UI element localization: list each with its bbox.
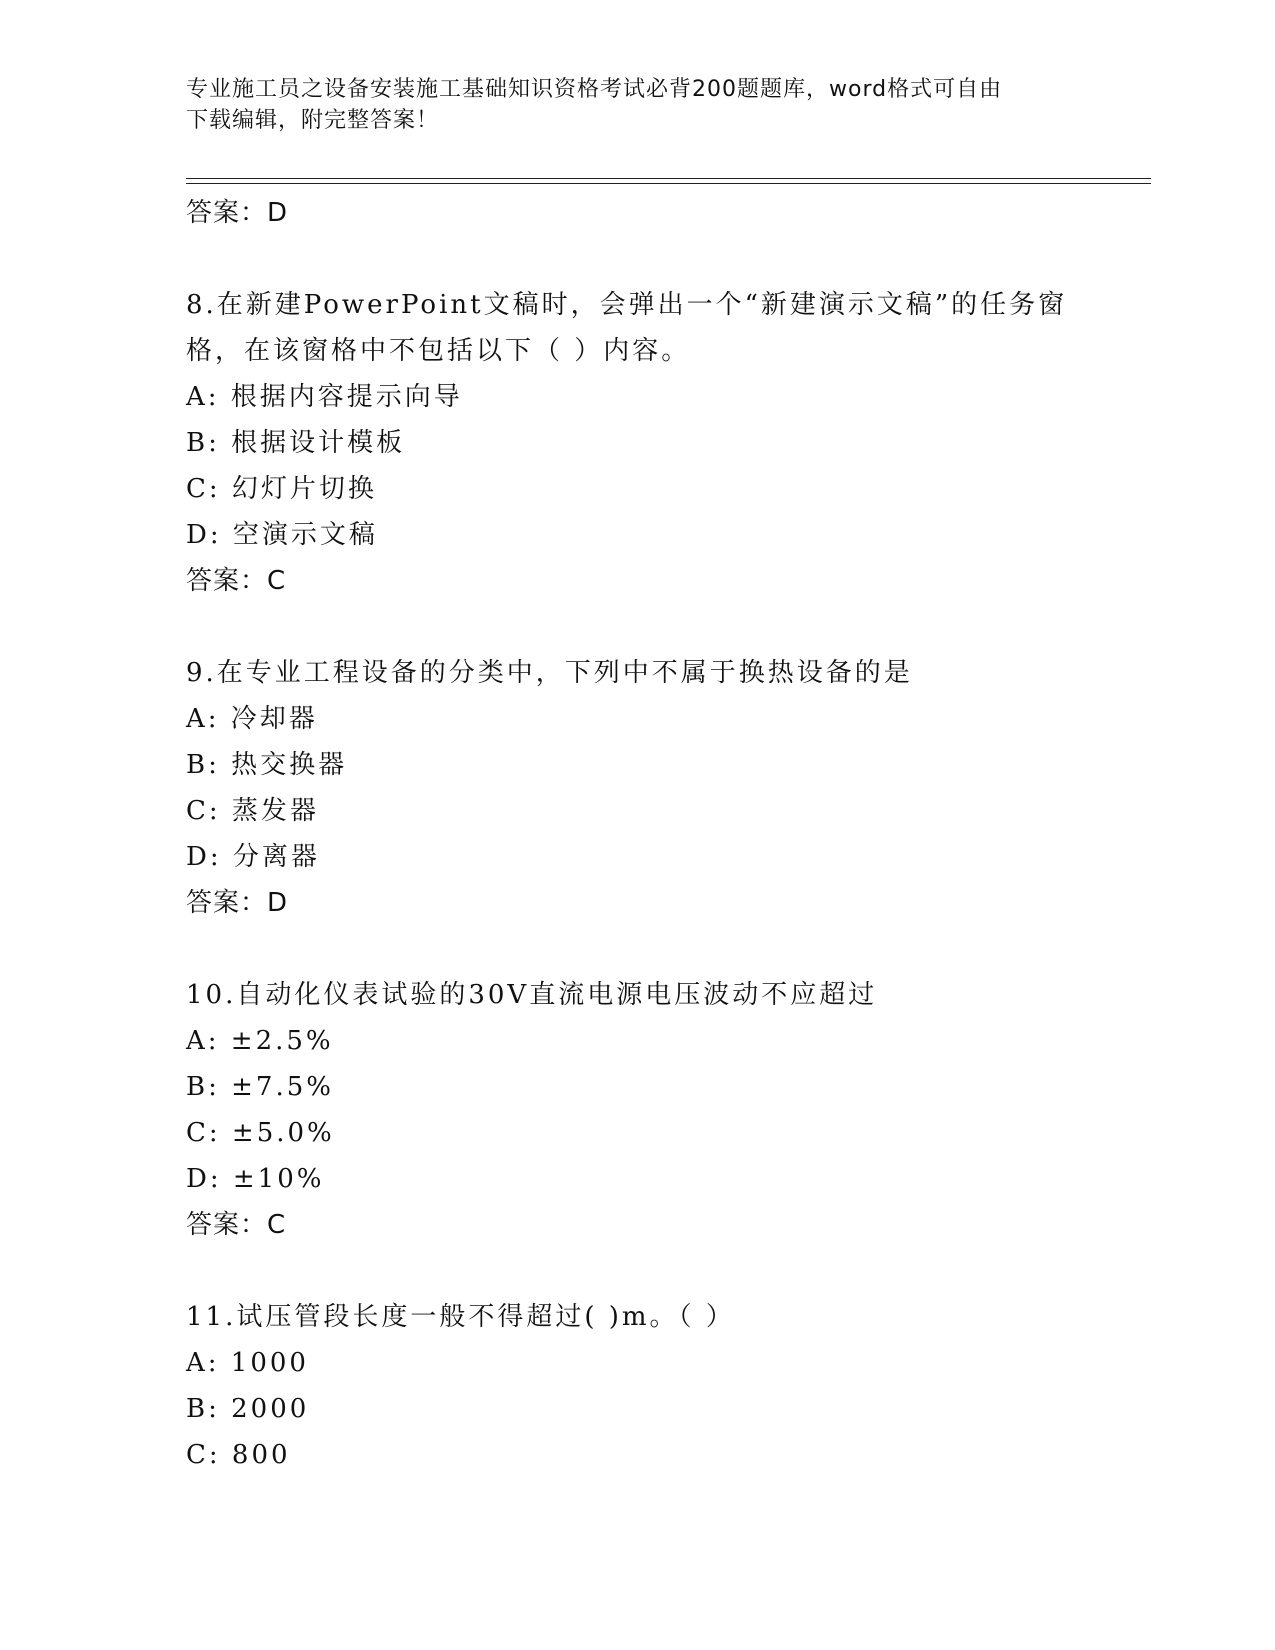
header-line-2: 下载编辑，附完整答案！ bbox=[186, 108, 440, 133]
option-a: A: ±2.5% bbox=[186, 1026, 334, 1056]
spacer bbox=[186, 926, 1146, 972]
document-header bbox=[186, 74, 1086, 136]
answer-line: 答案：C bbox=[186, 566, 287, 596]
option-b: B: 热交换器 bbox=[186, 750, 348, 780]
option-a: A: 1000 bbox=[186, 1348, 309, 1378]
question-text-line-1: 11.试压管段长度一般不得超过( )m。（ ） bbox=[186, 1302, 735, 1332]
option-b: B: ±7.5% bbox=[186, 1072, 334, 1102]
question-11 bbox=[186, 1294, 1146, 1478]
question-10 bbox=[186, 972, 1146, 1248]
spacer bbox=[186, 604, 1146, 650]
option-d: D: 空演示文稿 bbox=[186, 520, 378, 550]
spacer bbox=[186, 1248, 1146, 1294]
option-b: B: 根据设计模板 bbox=[186, 428, 406, 458]
answer-line: 答案：C bbox=[186, 1210, 287, 1240]
question-text-line-1: 9.在专业工程设备的分类中，下列中不属于换热设备的是 bbox=[186, 658, 913, 688]
previous-answer: 答案：D bbox=[186, 198, 289, 228]
answer-line: 答案：D bbox=[186, 888, 289, 918]
question-text-line-2: 格，在该窗格中不包括以下（ ）内容。 bbox=[186, 336, 691, 366]
option-d: D: 分离器 bbox=[186, 842, 320, 872]
header-rule-top bbox=[186, 178, 1151, 179]
question-list bbox=[186, 190, 1146, 1478]
question-text-line-1: 10.自动化仪表试验的30V直流电源电压波动不应超过 bbox=[186, 980, 878, 1010]
question-text-line-1: 8.在新建PowerPoint文稿时，会弹出一个“新建演示文稿”的任务窗 bbox=[186, 290, 1068, 320]
header-line-1: 专业施工员之设备安装施工基础知识资格考试必背200题题库，word格式可自由 bbox=[186, 77, 1003, 102]
option-c: C: 800 bbox=[186, 1440, 291, 1470]
spacer bbox=[186, 236, 1146, 282]
option-d: D: ±10% bbox=[186, 1164, 325, 1194]
option-c: C: ±5.0% bbox=[186, 1118, 335, 1148]
option-b: B: 2000 bbox=[186, 1394, 310, 1424]
option-c: C: 幻灯片切换 bbox=[186, 474, 377, 504]
question-8 bbox=[186, 282, 1146, 604]
option-c: C: 蒸发器 bbox=[186, 796, 319, 826]
question-9 bbox=[186, 650, 1146, 926]
header-rule-bottom bbox=[186, 183, 1151, 184]
option-a: A: 根据内容提示向导 bbox=[186, 382, 463, 412]
option-a: A: 冷却器 bbox=[186, 704, 318, 734]
